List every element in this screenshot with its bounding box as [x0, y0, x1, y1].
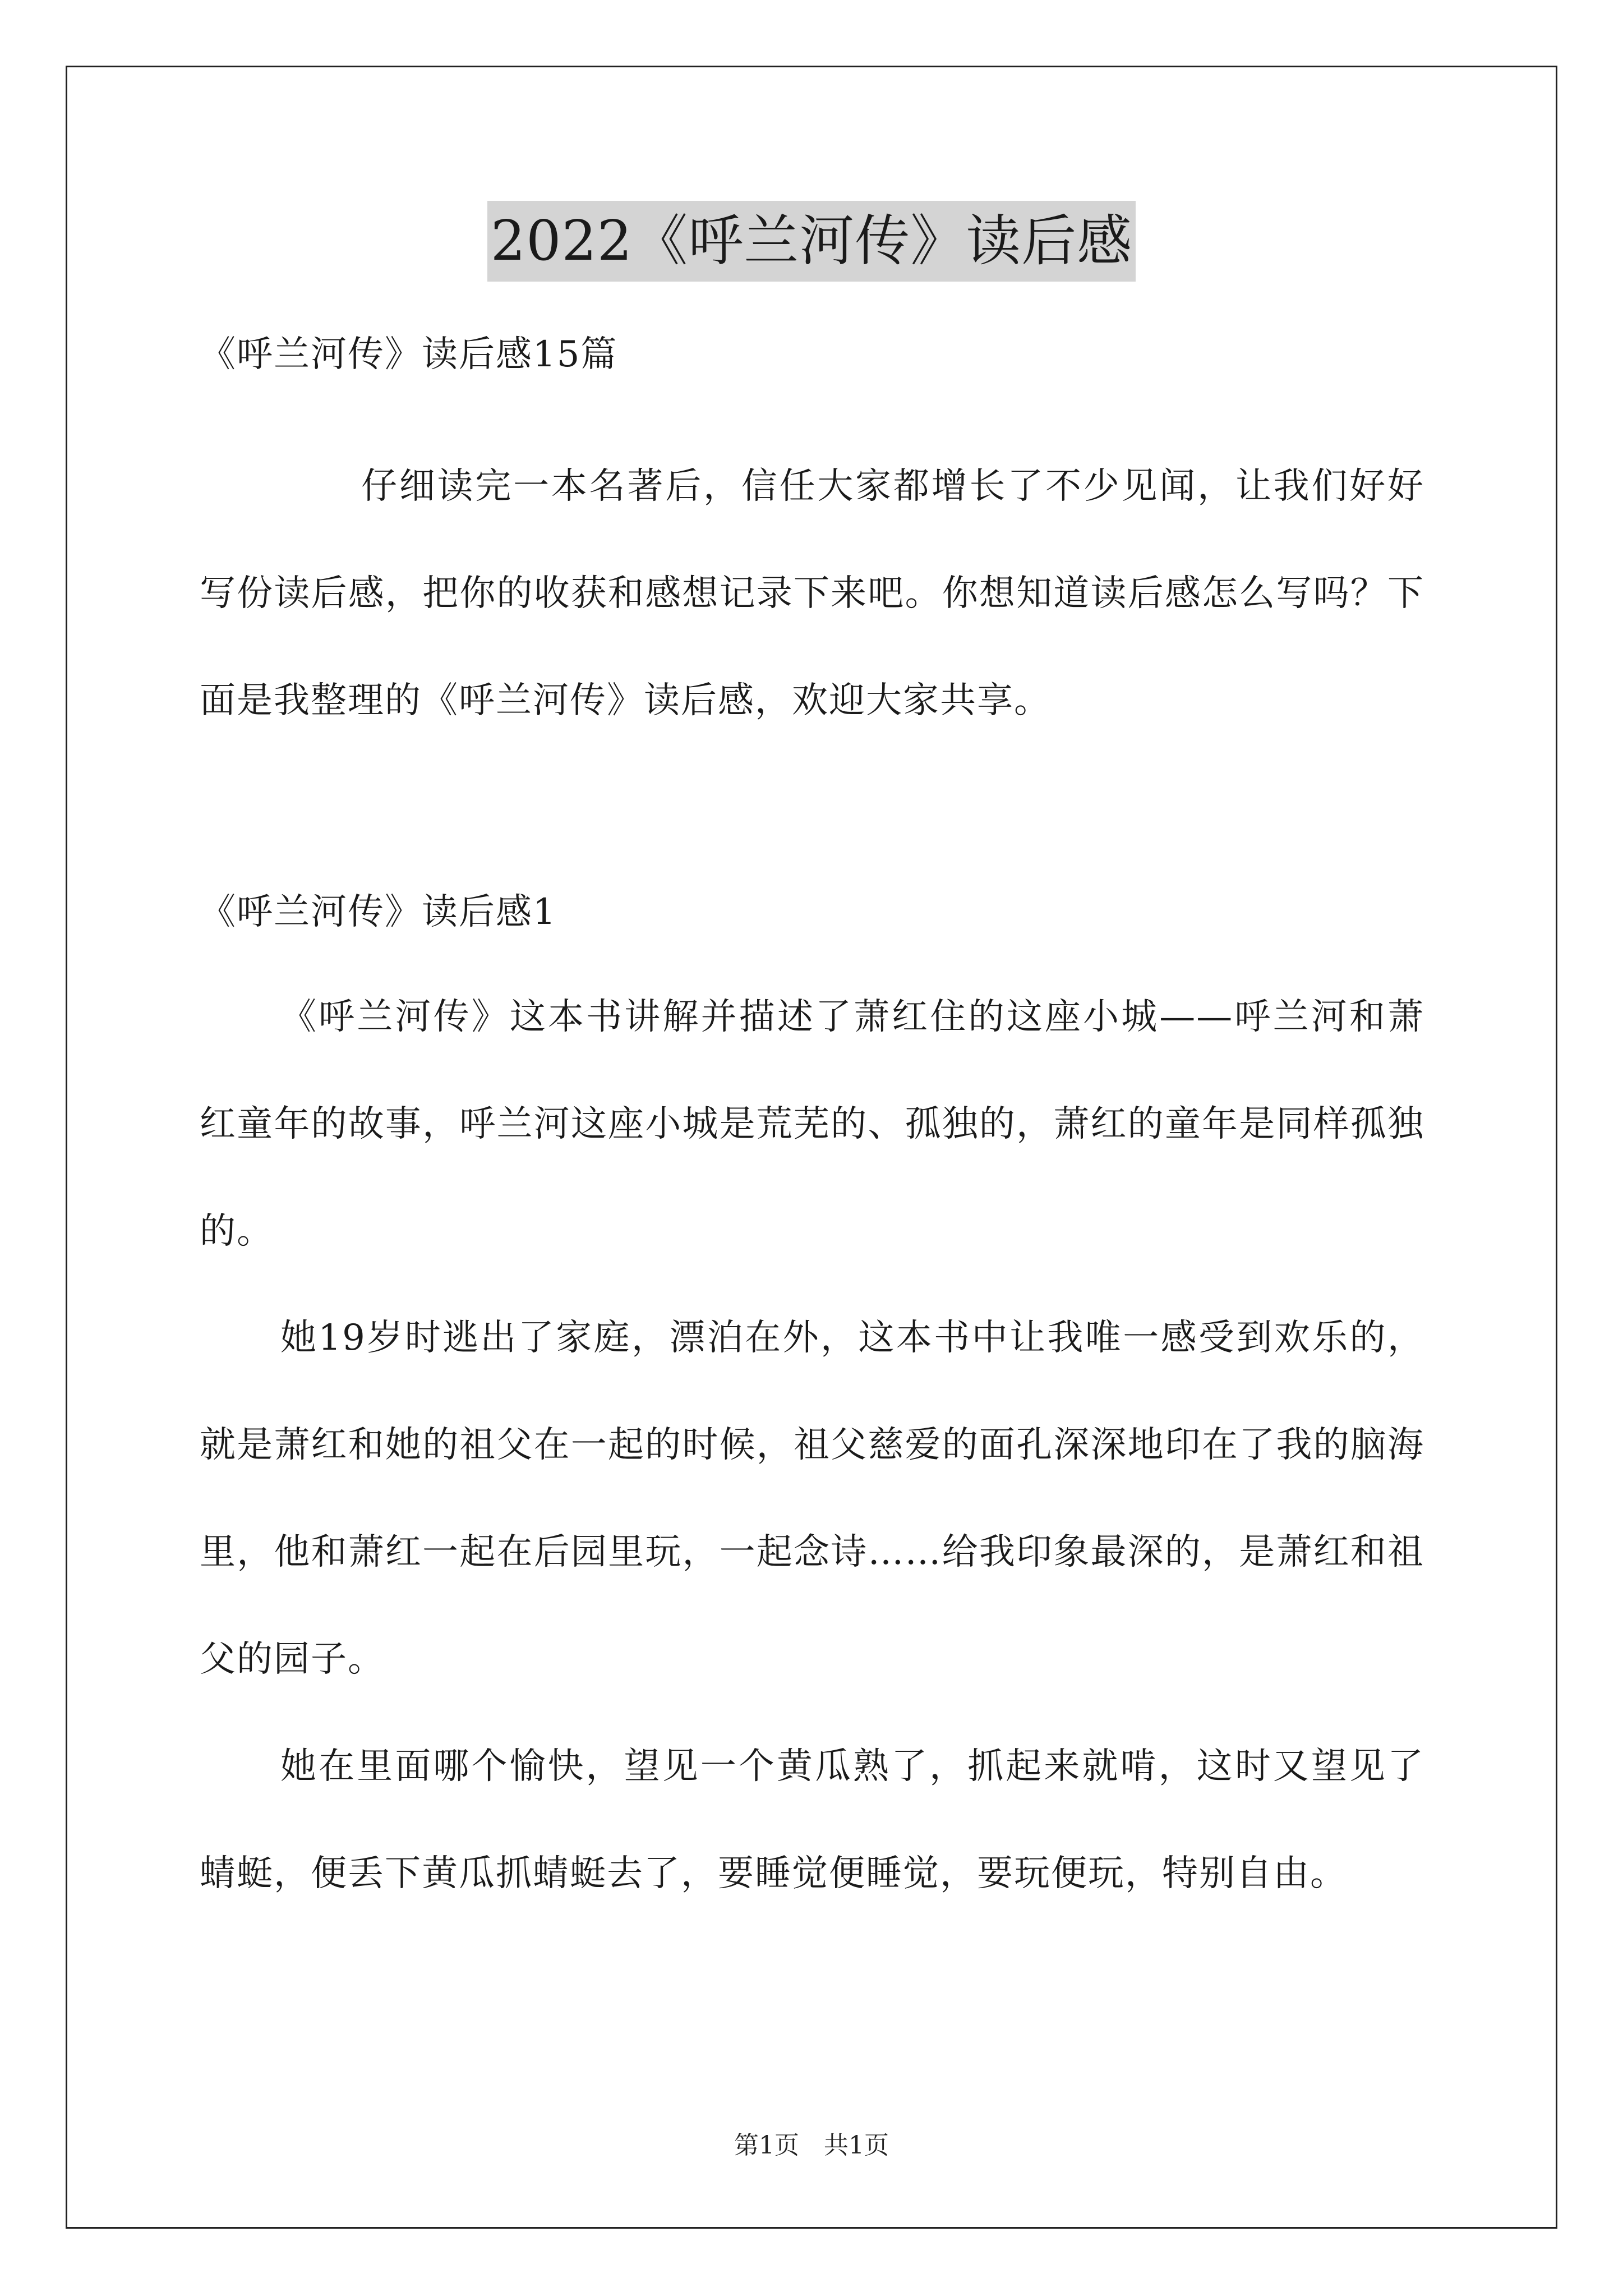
body-paragraph-3: 她在里面哪个愉快，望见一个黄瓜熟了，抓起来就啃，这时又望见了蜻蜓，便丢下黄瓜抓蜻蜓去了，要睡觉便睡觉，要玩便玩，特别自由。	[200, 1746, 1424, 1894]
section-title: 《呼兰河传》读后感1	[200, 891, 557, 933]
body-paragraph-2: 她19岁时逃出了家庭，漂泊在外，这本书中让我唯一感受到欢乐的，就是萧红和她的祖父在一起的时候，祖父慈爱的面孔深深地印在了我的脑海里，他和萧红一起在后园里玩，一起念诗……给我印象最深的，是萧红和祖父的园子。	[200, 1317, 1424, 1680]
title-wrapper	[0, 201, 1623, 282]
page-footer: 第1页 共1页	[734, 2131, 889, 2160]
subtitle: 《呼兰河传》读后感15篇	[200, 334, 618, 375]
body-paragraph-1: 《呼兰河传》这本书讲解并描述了萧红住的这座小城——呼兰河和萧红童年的故事，呼兰河这座小城是荒芜的、孤独的，萧红的童年是同样孤独的。	[200, 996, 1424, 1252]
intro-paragraph: 仔细读完一本名著后，信任大家都增长了不少见闻，让我们好好写份读后感，把你的收获和感想记录下来吧。你想知道读后感怎么写吗？下面是我整理的《呼兰河传》读后感，欢迎大家共享。	[200, 466, 1424, 721]
page-title: 2022《呼兰河传》读后感	[487, 201, 1136, 282]
